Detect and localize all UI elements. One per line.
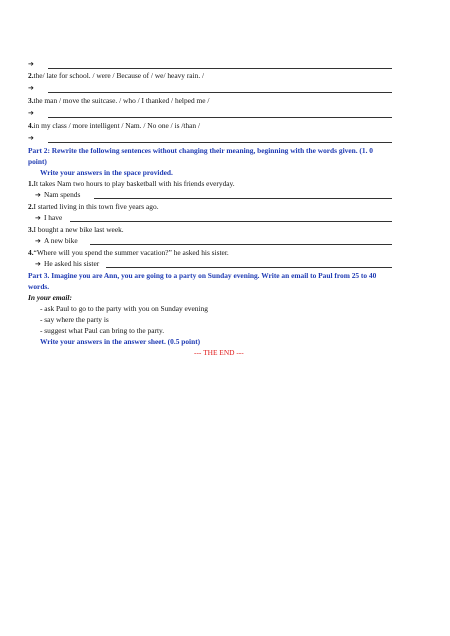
part2-item-3-answer[interactable]: ➔ A new bike	[35, 236, 78, 245]
part2-instruction: Write your answers in the space provided.	[40, 168, 173, 177]
answer-line	[106, 267, 392, 268]
part2-item-1-answer[interactable]: ➔ Nam spends	[35, 190, 81, 199]
arrow-icon: ➔	[35, 237, 41, 245]
part3-bullet-1: - ask Paul to go to the party with you on Sunday evening	[40, 304, 208, 313]
email-label: In your email:	[28, 293, 72, 302]
part2-item-2-answer[interactable]: ➔ I have	[35, 213, 63, 222]
answer-arrow-line	[28, 109, 37, 117]
part2-heading: Part 2: Rewrite the following sentences without changing their meaning, beginning with the words given. (1. 0	[28, 146, 373, 155]
answer-line	[48, 142, 392, 143]
arrow-icon: ➔	[35, 191, 41, 199]
part3-heading: Part 3. Imagine you are Ann, you are going to a party on Sunday evening. Write an email to Paul from 25 to 40	[28, 271, 377, 280]
part2-item-1: 1.It takes Nam two hours to play basketball with his friends everyday.	[28, 179, 235, 188]
answer-line	[90, 244, 392, 245]
arrow-icon: ➔	[28, 109, 34, 117]
answer-line	[48, 92, 392, 93]
answer-line	[94, 198, 392, 199]
arrow-icon: ➔	[35, 260, 41, 268]
arrow-icon: ➔	[28, 84, 34, 92]
arrow-icon: ➔	[35, 214, 41, 222]
part1-item-4: 4.in my class / more intelligent / Nam. / No one / is /than /	[28, 121, 201, 130]
part2-heading-cont: point)	[28, 157, 47, 166]
answer-line	[48, 117, 392, 118]
part1-item-3: 3.the man / move the suitcase. / who / I thanked / helped me /	[28, 96, 210, 105]
answer-arrow-line	[28, 84, 37, 92]
arrow-icon: ➔	[28, 60, 34, 68]
part3-heading-cont: words.	[28, 282, 50, 291]
arrow-icon: ➔	[28, 134, 34, 142]
part3-instruction: Write your answers in the answer sheet. (0.5 point)	[40, 337, 201, 346]
part3-bullet-3: - suggest what Paul can bring to the party.	[40, 326, 165, 335]
part1-item-2: 2.the/ late for school. / were / Because of / we/ heavy rain. /	[28, 71, 205, 80]
part2-item-4: 4.“Where will you spend the summer vacation?” he asked his sister.	[28, 248, 229, 257]
end-marker: --- THE END ---	[194, 348, 244, 357]
answer-arrow-line	[28, 134, 37, 142]
part2-item-2: 2.I started living in this town five years ago.	[28, 202, 159, 211]
answer-arrow-line	[28, 60, 37, 68]
part2-item-4-answer[interactable]: ➔ He asked his sister	[35, 259, 100, 268]
answer-line	[48, 68, 392, 69]
part2-item-3: 3.I bought a new bike last week.	[28, 225, 124, 234]
answer-line	[70, 221, 392, 222]
part3-bullet-2: - say where the party is	[40, 315, 109, 324]
